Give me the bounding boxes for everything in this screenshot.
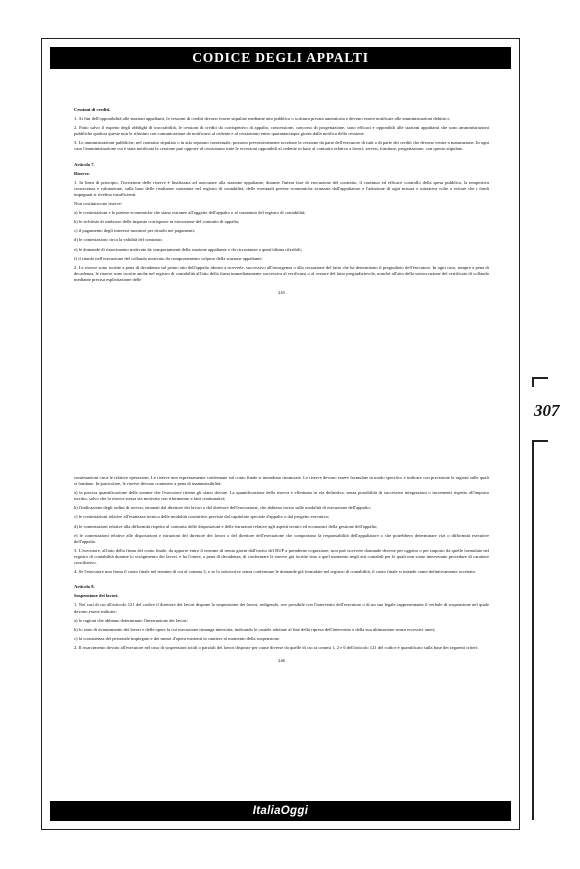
article-heading: Articolo 7. xyxy=(74,161,95,167)
text-block-top xyxy=(74,107,489,296)
paragraph: 2. Le riserve sono iscritte a pena di decadenza sul primo atto dell'appalto idoneo a riceverle, successivo all'insorgenza o alla cessazione del fatto che ha determinato il pregiudizio dell'esecutore. In ogni caso, sempre a pena di decadenza, le riserve sono iscritte anche nel registro di contabilità all'atto della firma immediatamente successiva al verificarsi o al cessare del fatto pregiudizievole, nonché all'atto della sottoscrizione del certificato di collaudo mediante precisa esplicitazione delle xyxy=(74,264,489,282)
list-item: a) le contestazioni e le pretese economiche che siano estranee all'oggetto dell'appalto o al contenuto del registro di contabilità; xyxy=(74,210,306,216)
list-item: c) le contestazioni relative all'esattezza tecnica delle modalità costruttive previste dal capitolato speciale d'appalto o dal progetto esecutivo; xyxy=(74,514,330,520)
paragraph: 1. Ai fini dell'opponibilità alle stazioni appaltanti, le cessioni di crediti devono essere stipulate mediante atto pubblico o scrittura privata autenticata e devono essere notificate alle amministrazioni debitrici. xyxy=(74,116,450,122)
article-heading: Articolo 8. xyxy=(74,584,95,590)
tab-line-top xyxy=(532,377,548,379)
paragraph: 2. Fatto salvo il rispetto degli obblighi di tracciabilità, le cessioni di crediti da corrispettivo di appalto, concessione, concorso di progettazione, sono efficaci e opponibili alle stazioni appaltanti che sono amministrazioni pubbliche qualora queste non le rifiutino con comunicazione da notificarsi al cedente e al cessionario entro quarantacinque giorni dalla notifica della cessione. xyxy=(74,125,489,137)
article-subheading: Sospensione dei lavori. xyxy=(74,593,119,599)
list-item: d) le contestazioni relative alla difformità rispetto al contratto delle disposizioni e delle istruzioni relative agli aspetti tecnici ed economici della gestione dell'appalto; xyxy=(74,523,378,529)
list-item: c) il pagamento degli interessi moratori per ritardo nei pagamenti; xyxy=(74,228,196,234)
section-heading: Cessioni di crediti. xyxy=(74,107,111,112)
paragraph: 2. Il risarcimento dovuto all'esecutore nel caso di sospensioni totali o parziali dei lavori disposte per cause diverse da quelle di cui ai commi 1, 2 e 6 dell'articolo 121 del codice è quantificato sulla base dei seguenti criteri: xyxy=(74,644,479,650)
list-item: a) le ragioni che abbiano determinato l'interruzione dei lavori; xyxy=(74,617,188,623)
header-bar xyxy=(50,47,511,69)
paragraph: contestazioni circa le relative operazioni. Le riserve non espressamente confermate sul conto finale si intendono rinunciate. Le riserve devono essere formulate in modo specifico e indicare con precisione le ragioni sulle quali si fondano. In particolare, le riserve devono contenere a pena di inammissibilità: xyxy=(74,475,489,487)
list-item: e) le domande di risarcimento motivate da comportamenti della stazione appaltante o da circostanze a quest'ultima riferibili; xyxy=(74,246,302,252)
text-block-bottom xyxy=(74,475,489,664)
list-item: f) il ritardo nell'esecuzione del collaudo motivato da comportamento colposo della stazione appaltante. xyxy=(74,255,263,261)
tab-line-bottom xyxy=(532,440,548,442)
list-item: a) la precisa quantificazione delle somme che l'esecutore ritiene gli siano dovute. La quantificazione della riserva è effettuata in via definitiva, senza possibilità di successive integrazioni o incrementi rispetto all'importo iscritto, salvo che la riserva stessa sia motivata con riferimento a fatti continuativi; xyxy=(74,490,489,502)
list-item: c) la consistenza del personale impiegato e dei mezzi d'opera esistenti in cantiere al momento della sospensione. xyxy=(74,635,281,641)
side-page-number: 307 xyxy=(534,401,560,420)
paragraph: Non costituiscono riserve: xyxy=(74,201,123,207)
article-subheading: Riserve. xyxy=(74,170,90,176)
footer-bar xyxy=(50,801,511,821)
list-item: b) l'indicazione degli ordini di servizi, emanati dal direttore dei lavori o dal direttore dell'esecuzione, che abbiano inciso sulle modalità di esecuzione dell'appalto; xyxy=(74,505,371,511)
list-item: d) le contestazioni circa la validità del contratto; xyxy=(74,237,163,243)
list-item: e) le contestazioni relative alle disposizioni e istruzioni del direttore dei lavori o del direttore dell'esecuzione che comportano la responsabilità dell'appaltatore o che potrebbero determinare vizi o difformità esecutive dell'appalto. xyxy=(74,532,489,544)
page-number: 246 xyxy=(278,657,285,663)
tab-line-bottom-stem xyxy=(532,440,534,820)
page-title: CODICE DEGLI APPALTI xyxy=(192,50,369,65)
paragraph: 3. L'esecutore, all'atto della firma del conto finale, da apporre entro il termine di trenta giorni dall'invito del RUP a prenderne cognizione, non può iscrivere domande diverse per oggetto o per importo da quelle formulate nel registro di contabilità durante lo svolgimento dei lavori, e ha l'onere, a pena di decadenza, di confermare le riserve già iscritte sino a quel momento negli atti contabili per le quali non siano intervenute procedure di carattere conciliativo. xyxy=(74,547,489,566)
document-page xyxy=(41,38,520,830)
page-number: 245 xyxy=(278,289,285,295)
list-item: b) le richieste di rimborso delle imposte corrisposte in esecuzione del contratto di appalto; xyxy=(74,219,240,225)
tab-line-top-stem xyxy=(532,377,534,387)
paragraph: 1. In linea di principio, l'iscrizione delle riserve è finalizzata ad assicurare alla stazione appaltante, durante l'intera fase di esecuzione del contratto, il continuo ed efficace controllo della spesa pubblica, la tempestiva conoscenza e valutazione, sulla base delle risultanze contenute nel registro di contabilità, delle eventuali pretese economiche avanzate dall'appaltatore e l'adozione di ogni misura e iniziativa volte a evitare che i fondi impegnati si rivelino insufficienti. xyxy=(74,179,489,197)
paragraph: 1. Nei casi di cui all'articolo 121 del codice il direttore dei lavori dispone la sospensione dei lavori, redigendo, ove possibile con l'intervento dell'esecutore o di un suo legale rappresentante il verbale di sospensione nel quale devono essere indicate: xyxy=(74,602,489,614)
brand-logo: ItaliaOggi xyxy=(252,805,309,817)
paragraph: 3. Le amministrazioni pubbliche, nel contratto stipulato o in atto separato contestuale, possono preventivamente accettare la cessione da parte dell'esecutore di tutti o di parte dei crediti che devono venire a maturazione. In ogni caso l'amministrazione cui è stata notificata la cessione può opporre al cessionario tutte le eccezioni opponibili al cedente in base al contratto relativo a lavori, servizi, forniture, progettazione, con questo stipulato. xyxy=(74,140,490,152)
list-item: b) lo stato di avanzamento dei lavori e delle opere la cui esecuzione rimanga interrotta, indicando le cautele adottate al fine della ripresa dell'intervento e della sua ultimazione senza eccessivi oneri; xyxy=(74,626,436,632)
paragraph: 4. Se l'esecutore non firma il conto finale nel termine di cui al comma 3, o se lo sottoscrive senza confermare le domande già formulate nel registro di contabilità, il conto finale si intende come definitivamente accettato. xyxy=(74,569,477,575)
